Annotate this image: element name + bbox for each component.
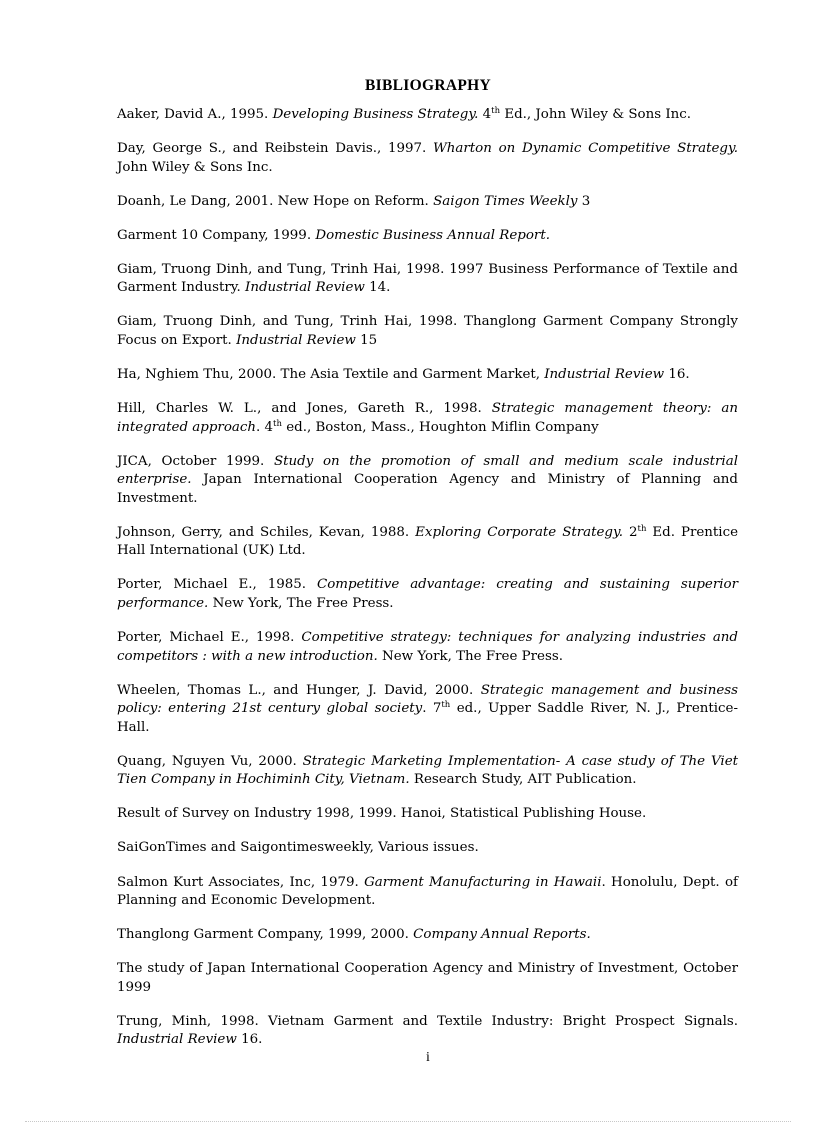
page-number: i (426, 1050, 430, 1065)
reference-title-italic: Exploring Corporate Strategy. (415, 524, 624, 540)
reference-title-italic: Industrial Review (236, 332, 356, 348)
reference-superscript: th (637, 523, 647, 534)
reference-entry (117, 629, 738, 666)
reference-entry (117, 839, 738, 858)
reference-entry (117, 193, 738, 212)
reference-text: 2 (623, 524, 638, 540)
reference-entry (117, 400, 738, 437)
reference-text: Trung, Minh, 1998. Vietnam Garment and Textile Industry: Bright Prospect Signals. (117, 1013, 738, 1029)
reference-entry (117, 261, 738, 298)
reference-entry (117, 227, 738, 246)
reference-text: Porter, Michael E., 1998. (117, 630, 302, 646)
reference-text: Ed. Prentice Hall International (UK) Ltd. (117, 524, 738, 559)
reference-text: Porter, Michael E., 1985. (117, 577, 317, 593)
reference-entry (117, 106, 738, 125)
reference-text: Giam, Truong Dinh, and Tung, Trinh Hai, 1998. 1997 Business Performance of Textile and Garment Industry. (117, 261, 738, 296)
reference-text: Johnson, Gerry, and Schiles, Kevan, 1988. (117, 524, 416, 540)
reference-title-italic: Study on the promotion of small and medium scale industrial enterprise. (117, 453, 738, 488)
reference-text: 16. (664, 367, 690, 383)
reference-text: . 4 (256, 419, 274, 435)
reference-text: Salmon Kurt Associates, Inc, 1979. (117, 874, 365, 890)
reference-entry (117, 1013, 738, 1050)
reference-title-italic: Company Annual Reports. (413, 927, 591, 943)
reference-entry (117, 926, 738, 945)
page-title: BIBLIOGRAPHY (365, 77, 491, 94)
reference-title-italic: Garment Manufacturing in Hawaii (364, 874, 602, 890)
reference-text: New York, The Free Press. (208, 595, 394, 611)
reference-text: Thanglong Garment Company, 1999, 2000. (117, 927, 414, 943)
reference-entry (117, 524, 738, 561)
reference-text: Ha, Nghiem Thu, 2000. The Asia Textile and Garment Market, (117, 367, 545, 383)
reference-title-italic: Domestic Business Annual Report. (315, 227, 550, 243)
reference-title-italic: Wharton on Dynamic Competitive Strategy. (433, 141, 738, 157)
reference-entry (117, 366, 738, 385)
reference-text: ed., Boston, Mass., Houghton Miflin Company (281, 419, 599, 435)
reference-text: Ed., John Wiley & Sons Inc. (500, 107, 692, 122)
reference-entry (117, 576, 738, 613)
reference-superscript: th (491, 106, 501, 116)
reference-text: Giam, Truong Dinh, and Tung, Trinh Hai, 1998. Thanglong Garment Company Strongly Focus on Export. (117, 314, 738, 348)
reference-superscript: th (441, 700, 451, 711)
reference-entry (117, 753, 738, 790)
reference-text: Wheelen, Thomas L., and Hunger, J. David, 2000. (117, 682, 481, 698)
reference-text: 15 (355, 332, 378, 348)
reference-text: John Wiley & Sons Inc. (117, 159, 273, 175)
reference-entry (117, 313, 738, 350)
reference-list (117, 106, 738, 1065)
reference-text: Day, George S., and Reibstein Davis., 1997. (117, 141, 434, 157)
reference-text: SaiGonTimes and Saigontimesweekly, Various issues. (117, 840, 479, 856)
reference-title-italic: Saigon Times Weekly (433, 193, 578, 209)
reference-title-italic: Industrial Review (117, 1032, 237, 1048)
page-bottom-edge (25, 1121, 791, 1122)
reference-text: Research Study, AIT Publication. (409, 772, 637, 788)
reference-title-italic: Competitive advantage: creating and sustaining superior performance. (117, 577, 738, 611)
reference-text: 3 (577, 193, 591, 209)
reference-title-italic: Developing Business Strategy. (272, 107, 479, 122)
reference-entry (117, 960, 738, 997)
reference-title-italic: Competitive strategy: techniques for analyzing industries and competitors : with a new introduction. (117, 630, 738, 664)
reference-entry (117, 874, 738, 911)
reference-text: JICA, October 1999. (117, 453, 274, 469)
reference-title-italic: Industrial Review (245, 280, 365, 296)
reference-text: Aaker, David A., 1995. (117, 107, 273, 122)
reference-text: Hill, Charles W. L., and Jones, Gareth R., 1998. (117, 401, 492, 417)
reference-text: 14. (364, 280, 391, 296)
reference-text: . 7 (422, 701, 442, 717)
reference-text: Garment 10 Company, 1999. (117, 227, 316, 243)
reference-entry (117, 682, 738, 738)
reference-title-italic: Industrial Review (544, 367, 665, 383)
reference-text: Result of Survey on Industry 1998, 1999. Hanoi, Statistical Publishing House. (117, 806, 647, 822)
reference-entry (117, 453, 738, 509)
reference-text: Quang, Nguyen Vu, 2000. (117, 753, 303, 769)
reference-text: The study of Japan International Cooperation Agency and Ministry of Investment, October 1999 (117, 961, 738, 995)
reference-title-italic: Strategic management theory: an integrated approach (117, 401, 739, 435)
reference-superscript: th (273, 418, 282, 429)
reference-text: 4 (478, 107, 492, 122)
reference-text: ed., Upper Saddle River, N. J., Prentice-Hall. (117, 701, 738, 735)
reference-text: 16. (236, 1032, 263, 1048)
reference-text: New York, The Free Press. (377, 648, 563, 664)
reference-title-italic: Strategic management and business policy: entering 21st century global society (117, 682, 738, 717)
reference-text: Doanh, Le Dang, 2001. New Hope on Reform. (117, 193, 434, 209)
reference-entry (117, 805, 738, 824)
reference-title-italic: Strategic Marketing Implementation- A case study of The Viet Tien Company in Hochiminh City, Vietnam. (117, 753, 738, 788)
reference-text: Japan International Cooperation Agency and Ministry of Planning and Investment. (117, 472, 738, 506)
reference-text: . Honolulu, Dept. of Planning and Economic Development. (117, 874, 738, 908)
reference-entry (117, 140, 738, 177)
